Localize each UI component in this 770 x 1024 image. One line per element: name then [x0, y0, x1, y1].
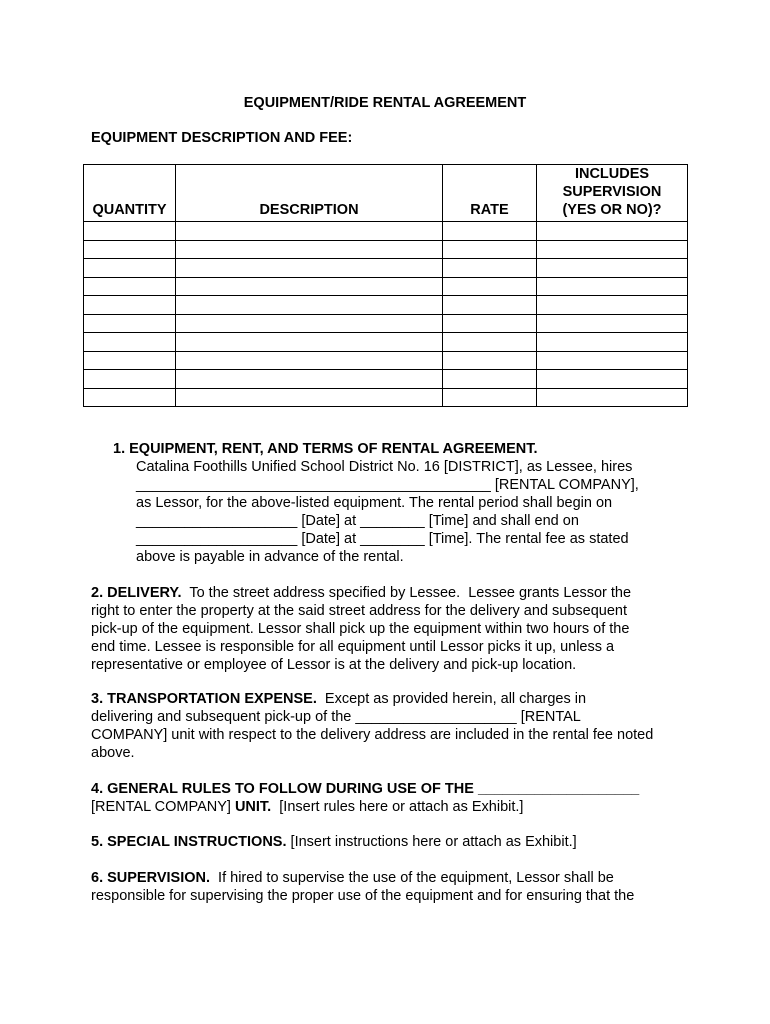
table-row: [84, 314, 688, 333]
section-2-first-line: To the street address specified by Lessee. Lessee grants Lessor the: [181, 585, 632, 601]
quantity-cell[interactable]: [84, 277, 176, 296]
supervision-cell[interactable]: [537, 259, 688, 278]
equipment-section-heading: EQUIPMENT DESCRIPTION AND FEE:: [91, 130, 353, 146]
quantity-cell[interactable]: [84, 240, 176, 259]
section-4-heading: 4. GENERAL RULES TO FOLLOW DURING USE OF THE ____________________: [91, 781, 640, 797]
quantity-cell[interactable]: [84, 333, 176, 352]
description-header: DESCRIPTION: [176, 165, 443, 222]
description-cell[interactable]: [176, 370, 443, 389]
description-cell[interactable]: [176, 259, 443, 278]
rate-cell[interactable]: [443, 370, 537, 389]
section-3-line: above.: [91, 745, 135, 761]
section-delivery: [91, 584, 691, 674]
section-2-line: representative or employee of Lessor is at the delivery and pick-up location.: [91, 657, 577, 673]
table-row: [84, 222, 688, 241]
quantity-cell[interactable]: [84, 370, 176, 389]
section-1-line: Catalina Foothills Unified School District No. 16 [DISTRICT], as Lessee, hires: [136, 459, 633, 475]
table-row: [84, 296, 688, 315]
supervision-header-line-1: INCLUDES: [574, 166, 650, 182]
table-row: [84, 351, 688, 370]
rate-cell[interactable]: [443, 351, 537, 370]
section-3-heading: 3. TRANSPORTATION EXPENSE.: [91, 691, 317, 707]
section-special-instructions: [91, 833, 691, 851]
description-cell[interactable]: [176, 222, 443, 241]
section-1-line: ____________________ [Date] at ________ [Time] and shall end on: [136, 513, 579, 529]
rate-header: RATE: [443, 165, 537, 222]
description-cell[interactable]: [176, 314, 443, 333]
section-1-line: as Lessor, for the above-listed equipment. The rental period shall begin on: [136, 495, 613, 511]
section-6-first-line: If hired to supervise the use of the equipment, Lessor shall be: [210, 870, 614, 886]
table-row: [84, 259, 688, 278]
supervision-cell[interactable]: [537, 351, 688, 370]
section-3-first-line: Except as provided herein, all charges in: [316, 691, 587, 707]
supervision-header-line-3: (YES OR NO)?: [562, 202, 662, 218]
rate-cell[interactable]: [443, 296, 537, 315]
quantity-cell[interactable]: [84, 314, 176, 333]
description-cell[interactable]: [176, 296, 443, 315]
supervision-cell[interactable]: [537, 333, 688, 352]
section-1-line: ____________________________________________ [RENTAL COMPANY],: [136, 477, 639, 493]
supervision-header: [537, 165, 688, 222]
table-header-row: [84, 165, 688, 222]
description-cell[interactable]: [176, 388, 443, 407]
equipment-table: [83, 164, 688, 407]
description-cell[interactable]: [176, 333, 443, 352]
supervision-cell[interactable]: [537, 370, 688, 389]
table-row: [84, 370, 688, 389]
rate-cell[interactable]: [443, 222, 537, 241]
section-5-heading: 5. SPECIAL INSTRUCTIONS.: [91, 834, 287, 850]
table-row: [84, 388, 688, 407]
description-cell[interactable]: [176, 240, 443, 259]
rate-cell[interactable]: [443, 259, 537, 278]
supervision-cell[interactable]: [537, 388, 688, 407]
section-general-rules: [91, 780, 691, 816]
quantity-cell[interactable]: [84, 296, 176, 315]
document-title: EQUIPMENT/RIDE RENTAL AGREEMENT: [243, 95, 527, 111]
section-supervision: [91, 869, 691, 905]
section-1-line: above is payable in advance of the rental.: [136, 549, 404, 565]
section-equipment-rent-terms: [113, 440, 693, 566]
quantity-header: QUANTITY: [84, 165, 176, 222]
section-6-line: responsible for supervising the proper use of the equipment and for ensuring that the: [91, 888, 635, 904]
section-4-instructions: [Insert rules here or attach as Exhibit.]: [271, 799, 524, 815]
section-transportation-expense: [91, 690, 691, 762]
table-row: [84, 240, 688, 259]
section-6-heading: 6. SUPERVISION.: [91, 870, 210, 886]
section-5-text: [Insert instructions here or attach as Exhibit.]: [286, 834, 577, 850]
section-2-line: right to enter the property at the said street address for the delivery and subsequent: [91, 603, 628, 619]
supervision-cell[interactable]: [537, 240, 688, 259]
section-4-rental-company: [RENTAL COMPANY]: [91, 799, 235, 815]
section-3-line: delivering and subsequent pick-up of the ____________________ [RENTAL: [91, 709, 581, 725]
rate-cell[interactable]: [443, 240, 537, 259]
section-2-line: end time. Lessee is responsible for all equipment until Lessor picks it up, unless a: [91, 639, 615, 655]
table-row: [84, 333, 688, 352]
supervision-header-line-2: SUPERVISION: [562, 184, 662, 200]
supervision-cell[interactable]: [537, 222, 688, 241]
supervision-cell[interactable]: [537, 296, 688, 315]
quantity-cell[interactable]: [84, 388, 176, 407]
section-4-unit: UNIT.: [234, 799, 272, 815]
quantity-cell[interactable]: [84, 259, 176, 278]
section-1-heading: 1. EQUIPMENT, RENT, AND TERMS OF RENTAL AGREEMENT.: [113, 441, 538, 457]
quantity-cell[interactable]: [84, 222, 176, 241]
rate-cell[interactable]: [443, 277, 537, 296]
section-2-line: pick-up of the equipment. Lessor shall pick up the equipment within two hours of the: [91, 621, 630, 637]
quantity-cell[interactable]: [84, 351, 176, 370]
rate-cell[interactable]: [443, 333, 537, 352]
supervision-cell[interactable]: [537, 277, 688, 296]
description-cell[interactable]: [176, 277, 443, 296]
section-2-heading: 2. DELIVERY.: [91, 585, 182, 601]
section-1-line: ____________________ [Date] at ________ [Time]. The rental fee as stated: [136, 531, 629, 547]
rate-cell[interactable]: [443, 314, 537, 333]
description-cell[interactable]: [176, 351, 443, 370]
supervision-cell[interactable]: [537, 314, 688, 333]
rate-cell[interactable]: [443, 388, 537, 407]
table-row: [84, 277, 688, 296]
section-3-line: COMPANY] unit with respect to the delivery address are included in the rental fee noted: [91, 727, 654, 743]
